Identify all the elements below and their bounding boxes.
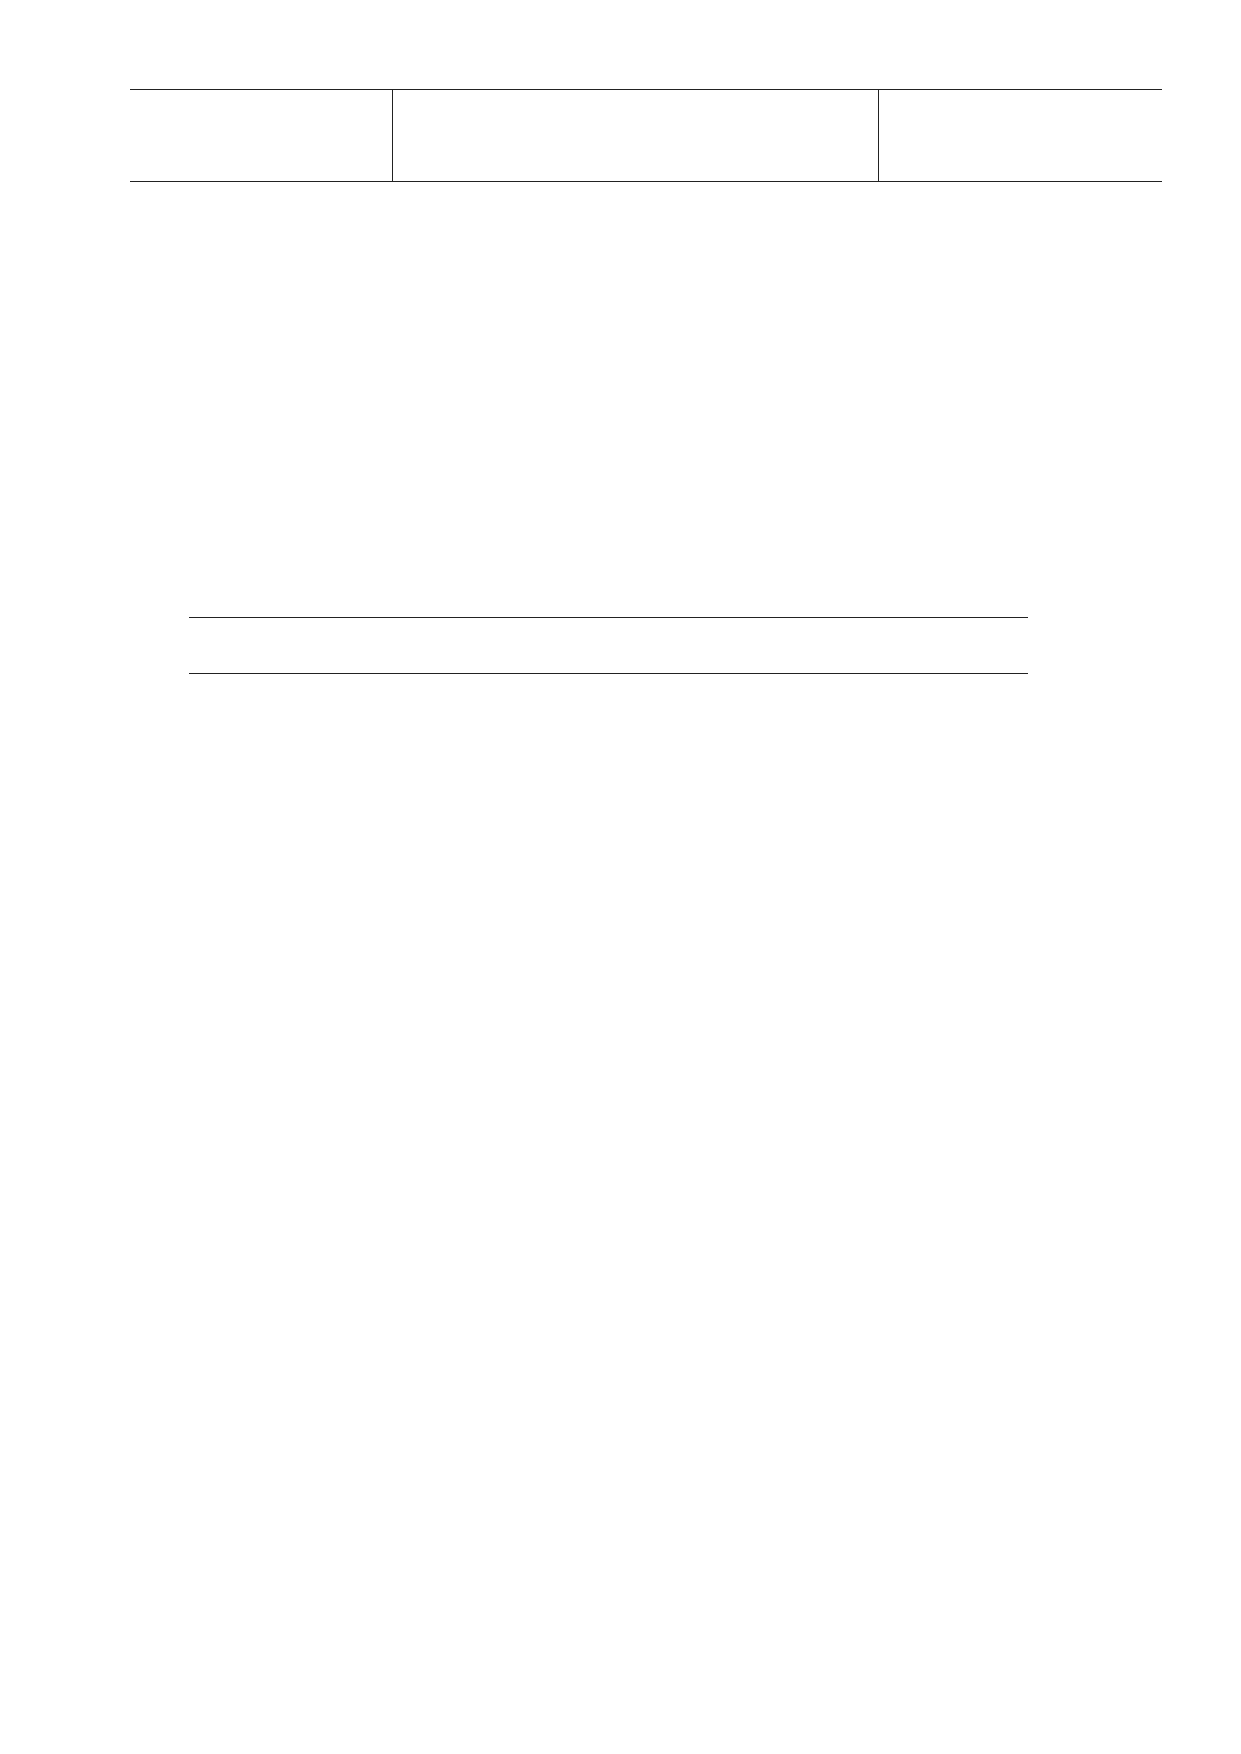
section-top-rule	[189, 617, 1028, 618]
section-bottom-rule	[189, 673, 1028, 674]
header-divider-1	[392, 89, 393, 182]
header-top-border	[130, 89, 1162, 90]
header-bottom-border	[130, 181, 1162, 182]
header-divider-2	[878, 89, 879, 182]
